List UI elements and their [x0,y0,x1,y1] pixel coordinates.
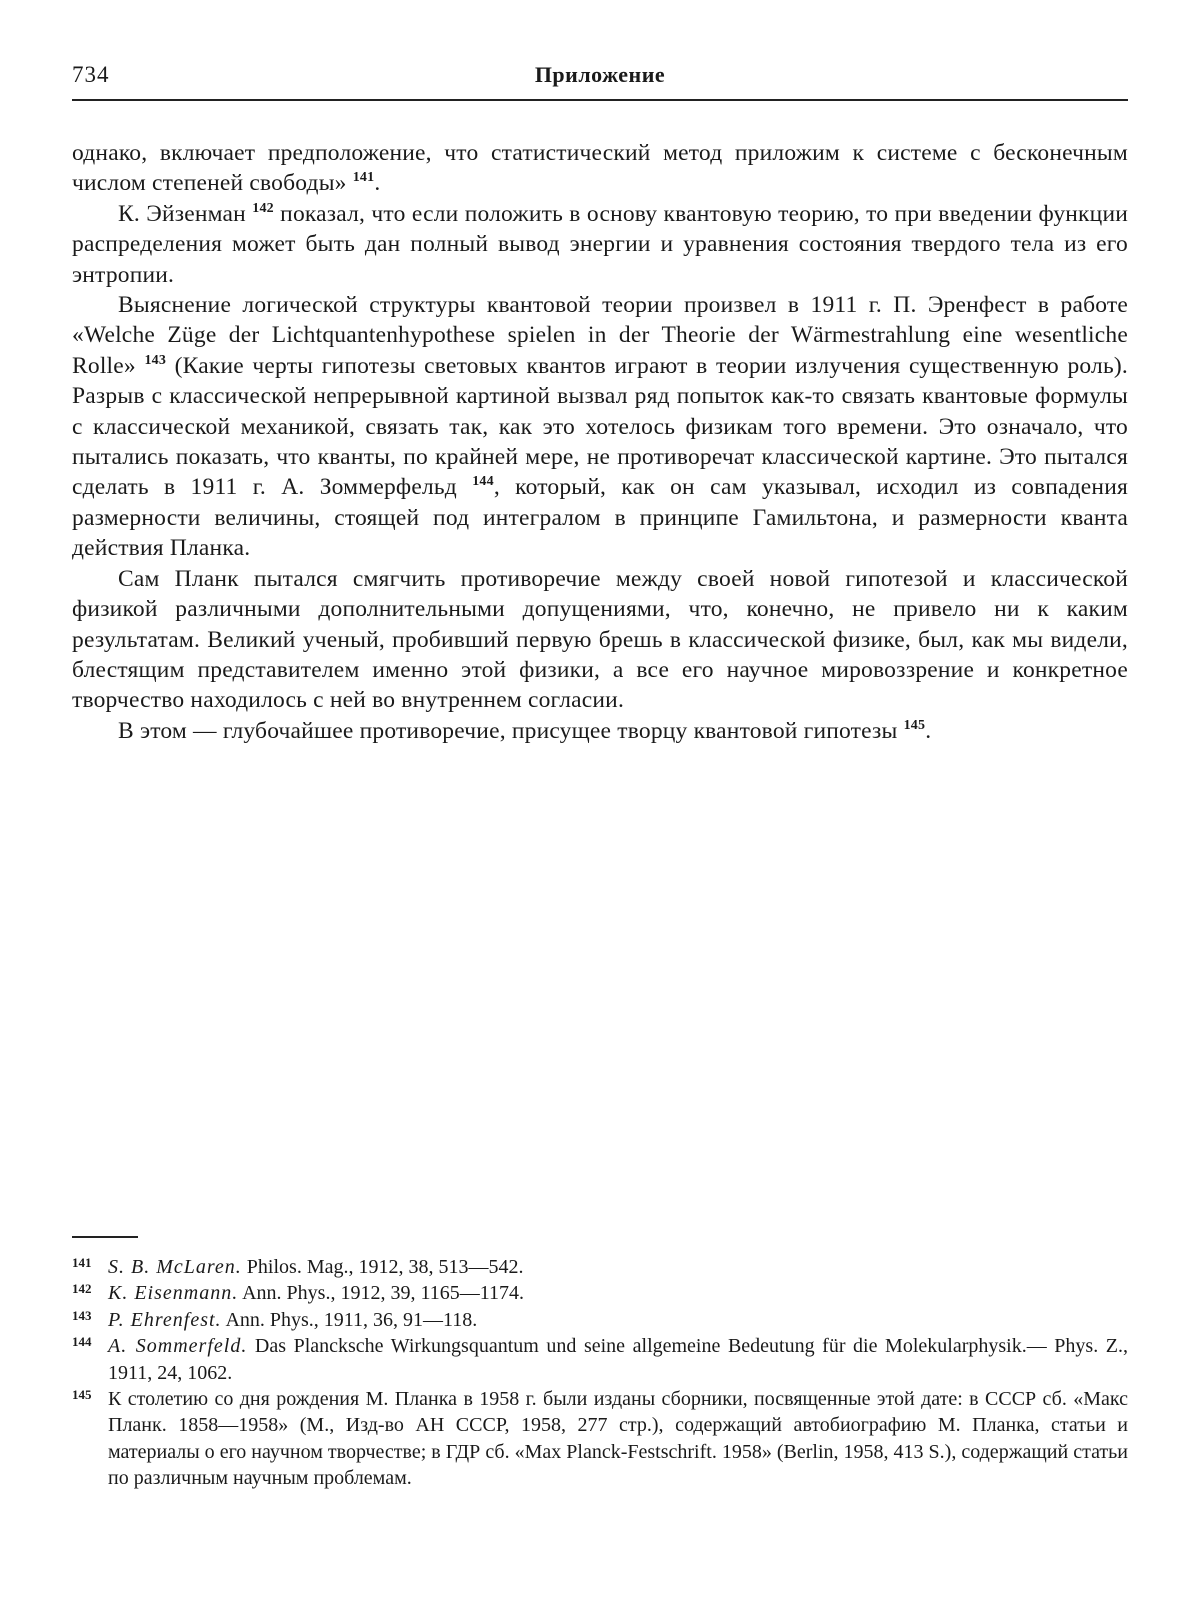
paragraph-text: Выяснение логической структуры квантовой теории произвел в 1911 г. П. Эренфест в работе «Welche Züge der Lichtquantenhypothese spielen in der Theorie der Wärmestrahlung eine wesentliche Rolle» [72,292,1128,379]
footnote-number: 141 [72,1250,92,1276]
running-title: Приложение [72,62,1128,88]
footnote-author: P. Ehrenfest. [108,1309,222,1331]
footnotes [72,1254,1128,1492]
paragraph-text: показал, что если положить в основу квантовую теорию, то при введении функции распределения может быть дан полный вывод энергии и уравнения состояния твердого тела из его энтропии. [72,201,1128,288]
footnote-text: К столетию со дня рождения М. Планка в 1958 г. были изданы сборники, посвященные этой дате: в СССР сб. «Макс Планк. 1858—1958» (М., Изд-во АН СССР, 1958, 277 стр.), содержащий автобиографию М. Планка, статьи и материалы о его научном творчестве; в ГДР сб. «Max Planck-Festschrift. 1958» (Berlin, 1958, 413 S.), содержащий статьи по различным научным проблемам. [108,1388,1128,1489]
footnote-ref-143: 143 [144,353,166,368]
footnote-141 [72,1254,1128,1280]
paragraph-1 [72,138,1128,199]
paragraph-end: . [374,170,380,196]
footnote-number: 144 [72,1329,92,1355]
footnote-ref-141: 141 [353,170,375,185]
footnote-text: Ann. Phys., 1912, 39, 1165—1174. [238,1282,524,1304]
main-text [72,138,1128,746]
footnote-text: Ann. Phys., 1911, 36, 91—118. [222,1309,478,1331]
footnote-143 [72,1307,1128,1333]
paragraph-text: В этом — глубочайшее противоречие, присущее творцу квантовой гипотезы [118,718,898,744]
paragraph-4 [72,564,1128,716]
footnote-rule [72,1236,138,1238]
paragraph-text: однако, включает предположение, что статистический метод приложим к системе с бесконечным числом степеней свободы» [72,140,1128,196]
footnote-145 [72,1386,1128,1492]
book-page [72,0,1128,1613]
paragraph-text: (Какие черты гипотезы световых квантов играют в теории излучения существенную роль). Разрыв с классической непрерывной картиной вызвал ряд попыток как-то связать квантовые формулы с классической механикой, связать так, как это хотелось физикам того времени. Это означало, что пытались показать, что кванты, по крайней мере, не противоречат классической картине. Это пытался сделать в 1911 г. А. Зоммерфельд [72,353,1128,501]
footnote-ref-144: 144 [472,474,494,489]
footnote-author: A. Sommerfeld. [108,1335,247,1357]
footnote-ref-145: 145 [904,718,926,733]
header-rule [72,99,1128,101]
footnote-number: 145 [72,1382,92,1408]
paragraph-text: , который, как он сам указывал, исходил из совпадения размерности величины, стоящей под интегралом в принципе Гамильтона, и размерности кванта действия Планка. [72,474,1128,561]
footnote-author: S. B. McLaren. [108,1256,242,1278]
paragraph-2 [72,199,1128,290]
footnote-144 [72,1333,1128,1386]
page-header [72,62,1128,102]
paragraph-text: К. Эйзенман [118,201,246,227]
paragraph-text: Сам Планк пытался смягчить противоречие между своей новой гипотезой и классической физикой различными дополнительными допущениями, что, конечно, не привело ни к каким результатам. Великий ученый, пробивший первую брешь в классической физике, был, как мы видели, блестящим представителем именно этой физики, а все его научное мировоззрение и конкретное творчество находилось с ней во внутреннем согласии. [72,566,1128,714]
page-number: 734 [72,62,110,88]
footnote-text: Philos. Mag., 1912, 38, 513—542. [242,1256,524,1278]
footnote-142 [72,1280,1128,1306]
footnote-number: 142 [72,1276,92,1302]
paragraph-end: . [925,718,931,744]
paragraph-5 [72,716,1128,746]
footnote-ref-142: 142 [252,201,274,216]
footnote-author: K. Eisenmann. [108,1282,238,1304]
paragraph-3 [72,290,1128,564]
footnote-number: 143 [72,1303,92,1329]
footnote-text: Das Plancksche Wirkungsquantum und seine allgemeine Bedeutung für die Molekularphysik.— Phys. Z., 1911, 24, 1062. [108,1335,1128,1383]
